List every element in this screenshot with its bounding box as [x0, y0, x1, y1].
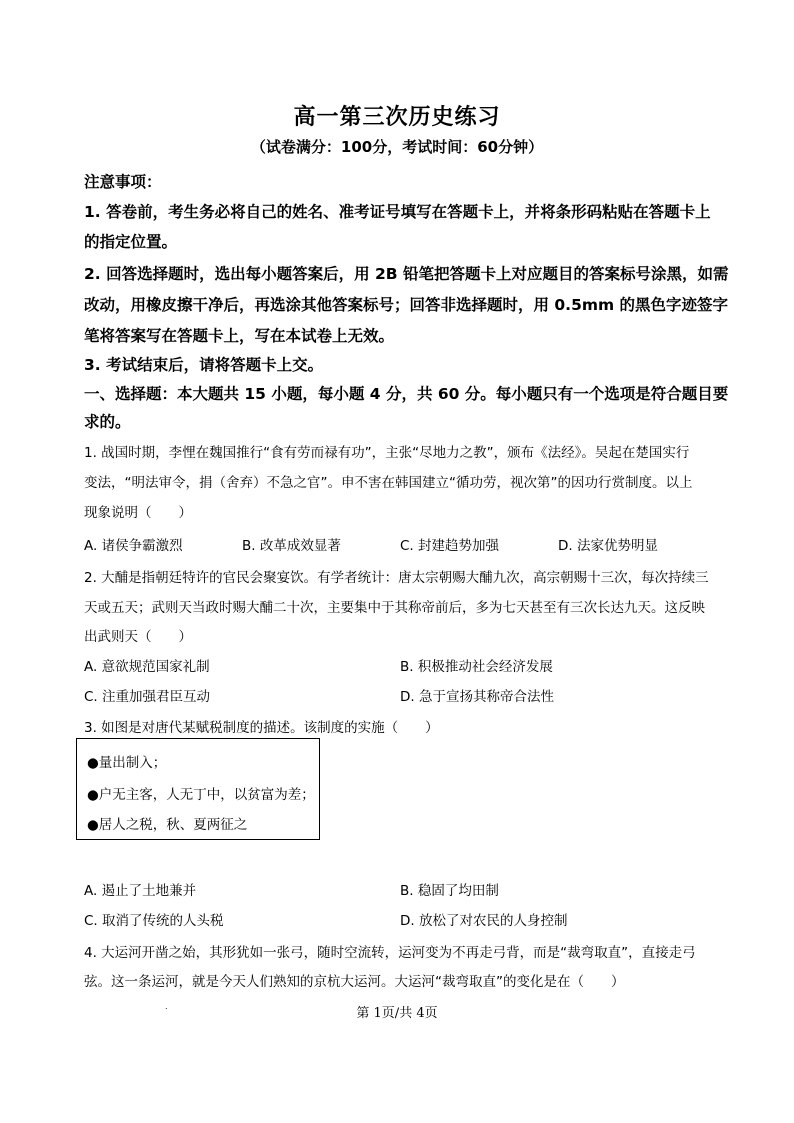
figure-bullet-line: ●量出制入； [87, 755, 167, 771]
question-1-option-d: D. 法家优势明显 [558, 538, 658, 554]
notice-heading: 注意事项： [84, 173, 162, 191]
question-3-figure-box [76, 738, 320, 840]
stray-mark: . [165, 1002, 168, 1011]
question-2-line: 天或五天；武则天当政时赐大酺二十次，主要集中于其称帝前后，多为七天甚至有三次长达九天。这反映 [84, 600, 705, 616]
notice-line: 1. 答卷前，考生务必将自己的姓名、准考证号填写在答题卡上，并将条形码粘贴在答题卡上 [84, 203, 711, 221]
section-heading: 求的。 [84, 413, 131, 431]
notice-line: 2. 回答选择题时，选出每小题答案后，用 2B 铅笔把答题卡上对应题目的答案标号涂黑，如需 [84, 265, 729, 283]
question-2-option-a: A. 意欲规范国家礼制 [84, 659, 210, 675]
notice-line: 3. 考试结束后，请将答题卡上交。 [84, 356, 324, 374]
question-1-option-a: A. 诸侯争霸激烈 [84, 538, 183, 554]
question-2-line: 出武则天（ ） [84, 629, 192, 645]
question-2-option-d: D. 急于宣扬其称帝合法性 [400, 689, 554, 705]
question-4-line: 弦。这一条运河，就是今天人们熟知的京杭大运河。大运河“裁弯取直”的变化是在（ ） [84, 974, 625, 990]
question-2-option-c: C. 注重加强君臣互动 [84, 689, 211, 705]
page-footer: 第 1页/共 4页 [356, 1006, 438, 1021]
page-title: 高一第三次历史练习 [293, 105, 501, 130]
question-3-line: 3. 如图是对唐代某赋税制度的描述。该制度的实施（ ） [84, 720, 439, 736]
figure-bullet-line: ●居人之税，秋、夏两征之 [87, 817, 248, 833]
question-1-line: 现象说明（ ） [84, 505, 192, 521]
question-2-line: 2. 大酺是指朝廷特许的官民会聚宴饮。有学者统计：唐太宗朝赐大酺九次，高宗朝赐十三次，每次持续三 [84, 570, 709, 586]
section-heading: 一、选择题：本大题共 15 小题，每小题 4 分，共 60 分。每小题只有一个选项是符合题目要 [84, 385, 729, 403]
question-3-option-d: D. 放松了对农民的人身控制 [400, 913, 568, 929]
question-1-line: 1. 战国时期，李悝在魏国推行“食有劳而禄有功”，主张“尽地力之教”，颁布《法经》。吴起在楚国实行 [84, 445, 690, 461]
notice-line: 改动，用橡皮擦干净后，再选涂其他答案标号；回答非选择题时，用 0.5mm 的黑色字迹签字 [84, 296, 729, 314]
question-2-option-b: B. 积极推动社会经济发展 [400, 659, 553, 675]
question-1-option-b: B. 改革成效显著 [242, 538, 341, 554]
question-3-option-a: A. 遏止了土地兼并 [84, 883, 197, 899]
notice-line: 笔将答案写在答题卡上，写在本试卷上无效。 [84, 327, 395, 345]
question-4-line: 4. 大运河开凿之始，其形犹如一张弓，随时空流转，运河变为不再走弓背，而是“裁弯取直”，直接走弓 [84, 945, 696, 961]
figure-bullet-line: ●户无主客，人无丁中，以贫富为差； [87, 787, 315, 803]
page-subtitle: （试卷满分：100分，考试时间：60分钟） [250, 138, 544, 156]
question-3-option-c: C. 取消了传统的人头税 [84, 913, 224, 929]
question-1-option-c: C. 封建趋势加强 [400, 538, 500, 554]
notice-line: 的指定位置。 [84, 233, 178, 251]
question-1-line: 变法，“明法审令，捐（舍弃）不急之官”。申不害在韩国建立“循功劳，视次第”的因功行赏制度。以上 [84, 475, 693, 491]
question-3-option-b: B. 稳固了均田制 [400, 883, 499, 899]
